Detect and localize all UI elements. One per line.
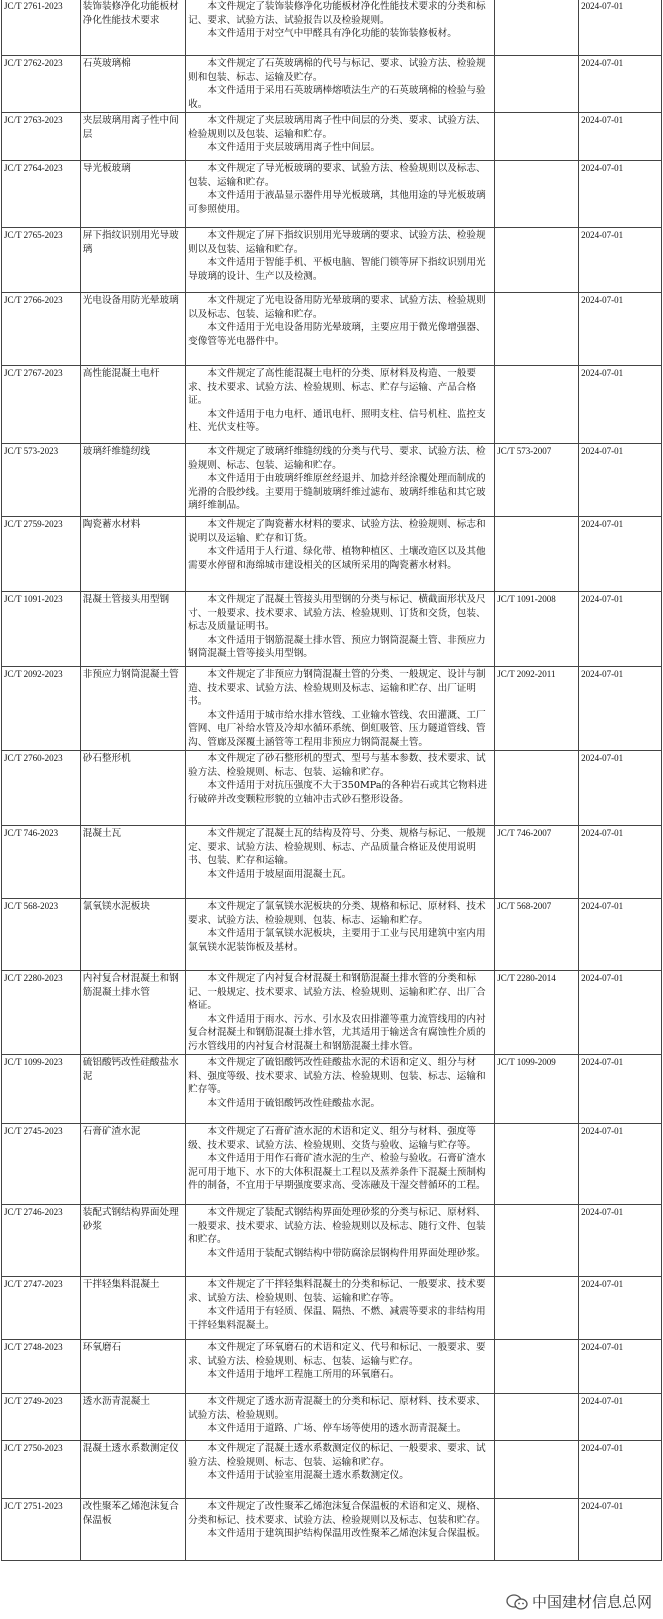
standard-description	[186, 1441, 495, 1499]
replaced-standard	[495, 293, 579, 366]
description-paragraph: 本文件适用于电力电杆、通讯电杆、照明支柱、信号机柱、监控支柱、光伏支柱等。	[188, 408, 486, 433]
description-paragraph: 本文件适用于夹层玻璃用离子性中间层。	[207, 142, 381, 153]
description-paragraph: 本文件规定了导光板玻璃的要求、试验方法、检验规则以及标志、包装、运输和贮存。	[188, 163, 486, 188]
description-paragraph: 本文件适用于地坪工程施工所用的环氧磨石。	[207, 1369, 400, 1380]
implementation-date: 2024-07-01	[579, 751, 662, 826]
standard-code: JC/T 2762-2023	[2, 56, 81, 113]
standard-name: 夹层玻璃用离子性中间层	[80, 113, 185, 161]
replaced-standard	[495, 1499, 579, 1561]
replaced-standard	[495, 161, 579, 228]
description-paragraph: 本文件规定了非预应力钢筒混凝土管的分类、一般规定、设计与制造、技术要求、试验方法、检验规则及标志、运输和贮存、出厂证明书。	[188, 669, 486, 707]
table-row	[2, 366, 662, 444]
table-row	[2, 228, 662, 293]
description-paragraph: 本文件规定了屏下指纹识别用光导玻璃的要求、试验方法、检验规则以及包装、运输和贮存。	[188, 230, 486, 255]
standard-name: 高性能混凝土电杆	[80, 366, 185, 444]
standard-name: 屏下指纹识别用光导玻璃	[80, 228, 185, 293]
table-row	[2, 1124, 662, 1205]
description-paragraph: 本文件适用于由玻璃纤维原丝经退并、加捻并经涂覆处理而制成的光滑的合股纱线。主要用于缝制玻璃纤维过滤布、玻璃纤维毡和其它玻璃纤维制品。	[188, 473, 486, 511]
standard-name: 石英玻璃棉	[80, 56, 185, 113]
implementation-date: 2024-07-01	[579, 1055, 662, 1124]
implementation-date: 2024-07-01	[579, 1277, 662, 1340]
standard-code: JC/T 2748-2023	[2, 1340, 81, 1394]
implementation-date: 2024-07-01	[579, 971, 662, 1055]
table-row	[2, 592, 662, 667]
standard-name: 环氧磨石	[80, 1340, 185, 1394]
standard-description	[186, 1340, 495, 1394]
description-paragraph: 本文件适用于人行道、绿化带、植物种植区、土壤改造区以及其他需要水停留和海绵城市建设相关的区域所采用的陶瓷蓄水材料。	[188, 546, 486, 571]
standard-description	[186, 293, 495, 366]
standard-description	[186, 899, 495, 971]
table-row	[2, 1205, 662, 1277]
description-paragraph: 本文件规定了装配式钢结构界面处理砂浆的分类与标记、原材料、一般要求、技术要求、试验方法、检验规则以及标志、随行文件、包装和贮存。	[188, 1207, 486, 1245]
description-paragraph: 本文件适用于光电设备用防光晕玻璃，主要应用于微光像增强器、变像管等光电器件中。	[188, 322, 486, 347]
standard-code: JC/T 2092-2023	[2, 667, 81, 751]
standard-code: JC/T 2765-2023	[2, 228, 81, 293]
standard-code: JC/T 1091-2023	[2, 592, 81, 667]
replaced-standard	[495, 1205, 579, 1277]
description-paragraph: 本文件适用于城市给水排水管线、工业输水管线、农田灌溉、工厂管网、电厂补给水管及冷却水循环系统、倒虹吸管、压力隧道管线、管沟、管廊及深覆土涵管等工程用非预应力钢筒混凝土管。	[188, 709, 486, 748]
standard-name: 陶瓷蓄水材料	[80, 517, 185, 592]
standard-name: 干拌轻集料混凝土	[80, 1277, 185, 1340]
description-paragraph: 本文件规定了装饰装修净化功能板材净化性能技术要求的分类和标记、要求、试验方法、试验报告以及检验规则。	[188, 1, 486, 26]
replaced-standard	[495, 751, 579, 826]
replaced-standard: JC/T 1099-2009	[495, 1055, 579, 1124]
description-paragraph: 本文件适用于液晶显示器件用导光板玻璃，其他用途的导光板玻璃可参照使用。	[188, 190, 486, 215]
standard-code: JC/T 2766-2023	[2, 293, 81, 366]
standard-name: 玻璃纤维缝纫线	[80, 444, 185, 517]
replaced-standard	[495, 1340, 579, 1394]
standard-name: 改性聚苯乙烯泡沫复合保温板	[80, 1499, 185, 1561]
standard-description	[186, 366, 495, 444]
standard-description	[186, 826, 495, 899]
standard-code: JC/T 2759-2023	[2, 517, 81, 592]
wechat-official-account-icon	[506, 1594, 528, 1610]
replaced-standard	[495, 228, 579, 293]
standard-description	[186, 667, 495, 751]
standard-name: 内衬复合材混凝土和钢筋混凝土排水管	[80, 971, 185, 1055]
table-row	[2, 1277, 662, 1340]
description-paragraph: 本文件规定了石英玻璃棉的代号与标记、要求、试验方法、检验规则和包装、标志、运输及贮存。	[188, 58, 486, 83]
implementation-date: 2024-07-01	[579, 517, 662, 592]
standard-code: JC/T 1099-2023	[2, 1055, 81, 1124]
table-row	[2, 1055, 662, 1124]
description-paragraph: 本文件适用于道路、广场、停车场等使用的透水沥青混凝土。	[207, 1423, 467, 1434]
table-row	[2, 826, 662, 899]
description-paragraph: 本文件规定了混凝土透水系数测定仪的标记、一般要求、要求、试验方法、检验规则、标志、包装、运输和贮存。	[188, 1443, 486, 1468]
watermark-text: 中国建材信息总网	[531, 1593, 652, 1611]
replaced-standard: JC/T 2280-2014	[495, 971, 579, 1055]
standard-name: 透水沥青混凝土	[80, 1394, 185, 1441]
replaced-standard	[495, 517, 579, 592]
implementation-date: 2024-07-01	[579, 293, 662, 366]
standard-code: JC/T 746-2023	[2, 826, 81, 899]
standard-code: JC/T 2280-2023	[2, 971, 81, 1055]
implementation-date: 2024-07-01	[579, 56, 662, 113]
replaced-standard	[495, 1277, 579, 1340]
description-paragraph: 本文件规定了陶瓷蓄水材料的要求、试验方法、检验规则、标志和说明以及运输、贮存和订货。	[188, 519, 486, 544]
replaced-standard	[495, 113, 579, 161]
standard-name: 混凝土透水系数测定仪	[80, 1441, 185, 1499]
table-row	[2, 971, 662, 1055]
standard-description	[186, 56, 495, 113]
implementation-date: 2024-07-01	[579, 228, 662, 293]
description-paragraph: 本文件适用于用作石膏矿渣水泥的生产、检验与验收。石膏矿渣水泥可用于地下、水下的大体积混凝土工程以及蒸养条件下混凝土预制构件的制备，不宜用于早期强度要求高、受冻融及干湿交替循环的工程。	[188, 1153, 486, 1191]
description-paragraph: 本文件适用于建筑围护结构保温用改性聚苯乙烯泡沫复合保温板。	[207, 1528, 486, 1539]
standard-code: JC/T 2760-2023	[2, 751, 81, 826]
replaced-standard: JC/T 1091-2008	[495, 592, 579, 667]
standard-code: JC/T 2749-2023	[2, 1394, 81, 1441]
standard-description	[186, 1205, 495, 1277]
standard-name: 混凝土管接头用型钢	[80, 592, 185, 667]
standard-name: 装配式钢结构界面处理砂浆	[80, 1205, 185, 1277]
implementation-date: 2024-07-01	[579, 826, 662, 899]
standard-code: JC/T 2745-2023	[2, 1124, 81, 1205]
description-paragraph: 本文件规定了改性聚苯乙烯泡沫复合保温板的术语和定义、规格、分类和标记、技术要求、试验方法、检验规则以及标志、包装和贮存。	[188, 1501, 486, 1526]
implementation-date: 2024-07-01	[579, 1441, 662, 1499]
table-row	[2, 444, 662, 517]
replaced-standard	[495, 1124, 579, 1205]
standard-name: 硫铝酸钙改性硅酸盐水泥	[80, 1055, 185, 1124]
standard-description	[186, 1277, 495, 1340]
description-paragraph: 本文件适用于对抗压强度不大于350MPa的各种岩石或其它物料进行破碎并改变颗粒形貌的立轴冲击式砂石整形设备。	[188, 780, 488, 805]
implementation-date: 2024-07-01	[579, 161, 662, 228]
standard-code: JC/T 573-2023	[2, 444, 81, 517]
standard-description	[186, 444, 495, 517]
implementation-date: 2024-07-01	[579, 1124, 662, 1205]
description-paragraph: 本文件规定了透水沥青混凝土的分类和标记、原材料、技术要求、试验方法、检验规则。	[188, 1396, 486, 1421]
description-paragraph: 本文件适用于雨水、污水、引水及农田排灌等重力流管线用的内衬复合材混凝土和钢筋混凝土排水管，尤其适用于输送含有腐蚀性介质的污水管线用的内衬复合材混凝土和钢筋混凝土排水管。	[188, 1013, 486, 1052]
table-row	[2, 1441, 662, 1499]
standard-name: 砂石整形机	[80, 751, 185, 826]
description-paragraph: 本文件规定了干拌轻集料混凝土的分类和标记、一般要求、技术要求、试验方法、检验规则、包装、运输和贮存等。	[188, 1279, 486, 1304]
replaced-standard	[495, 366, 579, 444]
replaced-standard: JC/T 746-2007	[495, 826, 579, 899]
standard-name: 导光板玻璃	[80, 161, 185, 228]
description-paragraph: 本文件规定了硫铝酸钙改性硅酸盐水泥的术语和定义、组分与材料、强度等级、技术要求、试验方法、检验规则、包装、标志、运输和贮存等。	[188, 1057, 486, 1095]
standard-description	[186, 1499, 495, 1561]
standard-code: JC/T 2761-2023	[2, 0, 81, 56]
table-row	[2, 667, 662, 751]
description-paragraph: 本文件规定了玻璃纤维缝纫线的分类与代号、要求、试验方法、检验规则、标志、包装、运输和贮存。	[188, 446, 486, 471]
standard-description	[186, 517, 495, 592]
implementation-date: 2024-07-01	[579, 667, 662, 751]
replaced-standard	[495, 1441, 579, 1499]
standard-description	[186, 971, 495, 1055]
standard-code: JC/T 2751-2023	[2, 1499, 81, 1561]
implementation-date: 2024-07-01	[579, 366, 662, 444]
description-paragraph: 本文件适用于试验室用混凝土透水系数测定仪。	[207, 1470, 409, 1481]
table-row	[2, 161, 662, 228]
standard-description	[186, 113, 495, 161]
description-paragraph: 本文件规定了砂石整形机的型式、型号与基本参数、技术要求、试验方法、检验规则、标志、包装、运输和贮存。	[188, 753, 486, 778]
implementation-date: 2024-07-01	[579, 899, 662, 971]
description-paragraph: 本文件适用于硫铝酸钙改性硅酸盐水泥。	[207, 1097, 381, 1109]
standard-name: 非预应力钢筒混凝土管	[80, 667, 185, 751]
table-row	[2, 56, 662, 113]
standard-code: JC/T 2746-2023	[2, 1205, 81, 1277]
standard-description	[186, 1055, 495, 1124]
replaced-standard: JC/T 573-2007	[495, 444, 579, 517]
description-paragraph: 本文件规定了夹层玻璃用离子性中间层的分类、要求、试验方法、检验规则以及包装、运输和贮存。	[188, 115, 486, 140]
standard-description	[186, 228, 495, 293]
standard-name: 石膏矿渣水泥	[80, 1124, 185, 1205]
standard-code: JC/T 2764-2023	[2, 161, 81, 228]
description-paragraph: 本文件适用于采用石英玻璃棒熔喷法生产的石英玻璃棉的检验与验收。	[188, 85, 486, 110]
implementation-date: 2024-07-01	[579, 1340, 662, 1394]
standard-description	[186, 1394, 495, 1441]
description-paragraph: 本文件适用于装配式钢结构中带防腐涂层钢构件用界面处理砂浆。	[207, 1247, 486, 1259]
description-paragraph: 本文件规定了氯氧镁水泥板块的分类、规格和标记、原材料、技术要求、试验方法、检验规则、包装、标志、运输和贮存。	[188, 901, 486, 926]
description-paragraph: 本文件适用于坡屋面用混凝土瓦。	[207, 868, 352, 880]
standard-code: JC/T 2763-2023	[2, 113, 81, 161]
implementation-date: 2024-07-01	[579, 1394, 662, 1441]
table-row	[2, 1499, 662, 1561]
description-paragraph: 本文件适用于氯氧镁水泥板块，主要用于工业与民用建筑中室内用氯氧镁水泥装饰板及基材。	[188, 928, 486, 953]
table-row	[2, 0, 662, 56]
implementation-date: 2024-07-01	[579, 1499, 662, 1561]
table-row	[2, 113, 662, 161]
implementation-date: 2024-07-01	[579, 444, 662, 517]
implementation-date: 2024-07-01	[579, 113, 662, 161]
standard-code: JC/T 2767-2023	[2, 366, 81, 444]
replaced-standard: JC/T 2092-2011	[495, 667, 579, 751]
description-paragraph: 本文件适用于有轻质、保温、隔热、不燃、减震等要求的非结构用干拌轻集料混凝土。	[188, 1306, 486, 1331]
standard-name: 氯氧镁水泥板块	[80, 899, 185, 971]
table-row	[2, 899, 662, 971]
table-row	[2, 517, 662, 592]
table-row	[2, 1394, 662, 1441]
implementation-date: 2024-07-01	[579, 1205, 662, 1277]
description-paragraph: 本文件规定了环氧磨石的术语和定义、代号和标记、一般要求、要求、试验方法、检验规则、标志、包装、运输与贮存。	[188, 1342, 486, 1367]
table-row	[2, 293, 662, 366]
standard-name: 装饰装修净化功能板材净化性能技术要求	[80, 0, 185, 56]
description-paragraph: 本文件规定了光电设备用防光晕玻璃的要求、试验方法、检验规则以及标志、包装、运输和贮存。	[188, 295, 486, 320]
standard-name: 光电设备用防光晕玻璃	[80, 293, 185, 366]
table-row	[2, 751, 662, 826]
standard-name: 混凝土瓦	[80, 826, 185, 899]
description-paragraph: 本文件规定了石膏矿渣水泥的术语和定义、组分与材料、强度等级、技术要求、试验方法、检验规则、交货与验收、运输与贮存等。	[188, 1126, 476, 1151]
replaced-standard	[495, 56, 579, 113]
description-paragraph: 本文件适用于智能手机、平板电脑、智能门锁等屏下指纹识别用光导玻璃的设计、生产以及检测。	[188, 257, 486, 282]
description-paragraph: 本文件规定了内衬复合材混凝土和钢筋混凝土排水管的分类和标记、一般规定、技术要求、试验方法、检验规则、运输和贮存、出厂合格证。	[188, 973, 486, 1011]
description-paragraph: 本文件规定了混凝土瓦的结构及符号、分类、规格与标记、一般规定、要求、试验方法、检验规则、标志、产品质量合格证及使用说明书、包装、贮存和运输。	[188, 828, 486, 866]
description-paragraph: 本文件规定了混凝土管接头用型钢的分类与标记、横截面形状及尺寸、一般要求、技术要求、试验方法、检验规则、订货和交货，包装、标志及质量证明书。	[188, 594, 486, 632]
description-paragraph: 本文件规定了高性能混凝土电杆的分类、原材料及构造、一般要求、技术要求、试验方法、检验规则、标志、贮存与运输、产品合格证。	[188, 368, 476, 406]
replaced-standard	[495, 0, 579, 56]
implementation-date: 2024-07-01	[579, 0, 662, 56]
standard-code: JC/T 2750-2023	[2, 1441, 81, 1499]
standard-description	[186, 751, 495, 826]
standard-code: JC/T 568-2023	[2, 899, 81, 971]
implementation-date: 2024-07-01	[579, 592, 662, 667]
description-paragraph: 本文件适用于对空气中甲醛具有净化功能的装饰装修板材。	[207, 28, 457, 39]
standard-code: JC/T 2747-2023	[2, 1277, 81, 1340]
standard-description	[186, 161, 495, 228]
standard-description	[186, 1124, 495, 1205]
replaced-standard: JC/T 568-2007	[495, 899, 579, 971]
table-row	[2, 1340, 662, 1394]
standards-table	[1, 0, 662, 1561]
watermark	[503, 1590, 655, 1613]
standards-table-body	[2, 0, 662, 1561]
standard-description	[186, 592, 495, 667]
replaced-standard	[495, 1394, 579, 1441]
description-paragraph: 本文件适用于钢筋混凝土排水管、预应力钢筒混凝土管、非预应力钢筒混凝土管等接头用型钢。	[188, 634, 486, 659]
standard-description	[186, 0, 495, 56]
